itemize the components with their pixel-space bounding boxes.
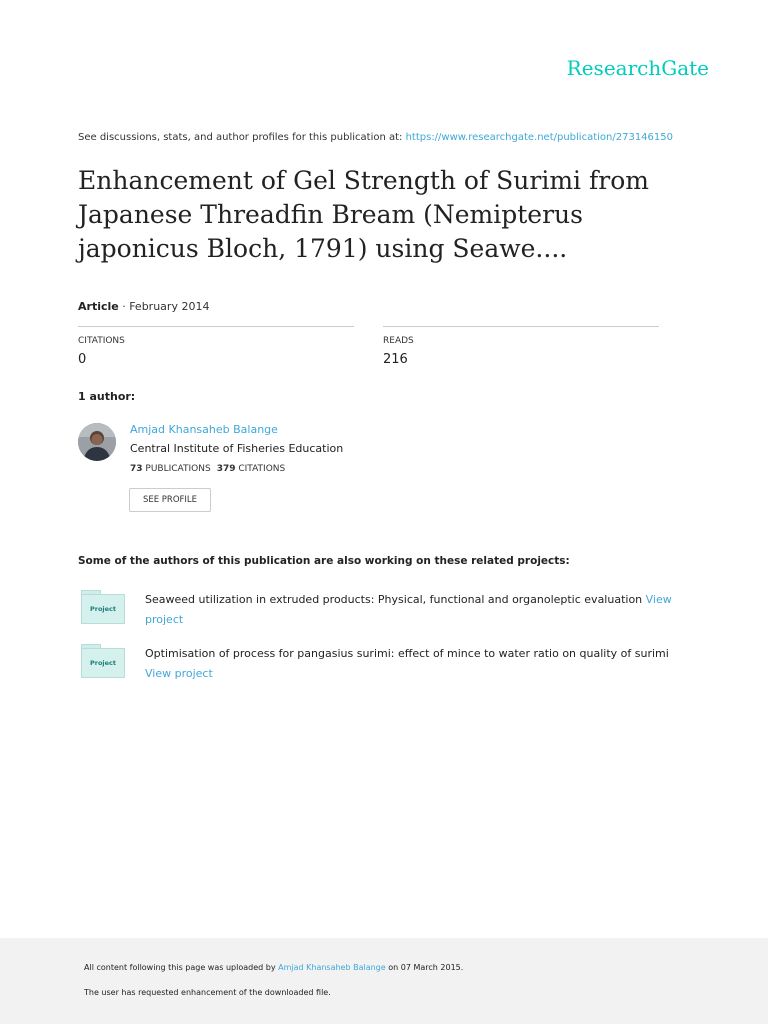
uploader-link[interactable]: Amjad Khansaheb Balange xyxy=(278,963,386,972)
author-publications-label: PUBLICATIONS xyxy=(142,464,211,474)
project-folder-icon[interactable] xyxy=(81,644,125,678)
author-name-link[interactable]: Amjad Khansaheb Balange xyxy=(130,423,278,436)
citations-value: 0 xyxy=(78,352,87,367)
author-institution: Central Institute of Fisheries Education xyxy=(130,442,344,455)
project-description xyxy=(145,644,695,684)
author-stats xyxy=(130,464,343,474)
upload-suffix: on 07 March 2015. xyxy=(385,963,464,972)
project-icon-label: Project xyxy=(81,594,125,624)
reads-value: 216 xyxy=(383,352,408,367)
reads-stat xyxy=(383,326,659,367)
citations-stat xyxy=(78,326,354,367)
enhancement-note: The user has requested enhancement of the downloaded file. xyxy=(84,988,331,997)
article-meta xyxy=(78,300,209,313)
publication-title: Enhancement of Gel Strength of Surimi from Japanese Threadfin Bream (Nemipterus japonicus Bloch, 1791) using Seawe.... xyxy=(78,166,649,263)
researchgate-logo[interactable]: ResearchGate xyxy=(566,56,709,80)
article-type: Article xyxy=(78,300,119,313)
upload-notice xyxy=(84,963,463,972)
reads-label: READS xyxy=(383,336,414,346)
project-icon-label: Project xyxy=(81,648,125,678)
discussion-line xyxy=(78,132,673,143)
author-citations-label: CITATIONS xyxy=(235,464,286,474)
view-project-link[interactable]: View project xyxy=(145,593,672,626)
discussion-prefix: See discussions, stats, and author profiles for this publication at: xyxy=(78,132,406,143)
project-folder-icon[interactable] xyxy=(81,590,125,624)
related-projects-heading: Some of the authors of this publication are also working on these related projects: xyxy=(78,555,570,567)
author-card xyxy=(130,423,343,474)
see-profile-button[interactable]: SEE PROFILE xyxy=(129,488,211,512)
project-title: Seaweed utilization in extruded products: Physical, functional and organoleptic evaluation xyxy=(145,593,646,606)
author-publications-count: 73 xyxy=(130,464,143,474)
view-project-link[interactable]: View project xyxy=(145,667,213,680)
project-title: Optimisation of process for pangasius surimi: effect of mince to water ratio on quality of surimi xyxy=(145,647,669,660)
authors-heading: 1 author: xyxy=(78,390,136,403)
author-photo-icon xyxy=(78,423,116,461)
upload-prefix: All content following this page was uploaded by xyxy=(84,963,279,972)
author-citations-count: 379 xyxy=(216,464,236,474)
publication-url-link[interactable]: https://www.researchgate.net/publication/273146150 xyxy=(405,132,673,143)
author-avatar[interactable] xyxy=(78,423,116,461)
article-date: · February 2014 xyxy=(118,300,210,313)
footer xyxy=(0,938,768,1024)
citations-label: CITATIONS xyxy=(78,336,125,346)
project-description xyxy=(145,590,695,630)
